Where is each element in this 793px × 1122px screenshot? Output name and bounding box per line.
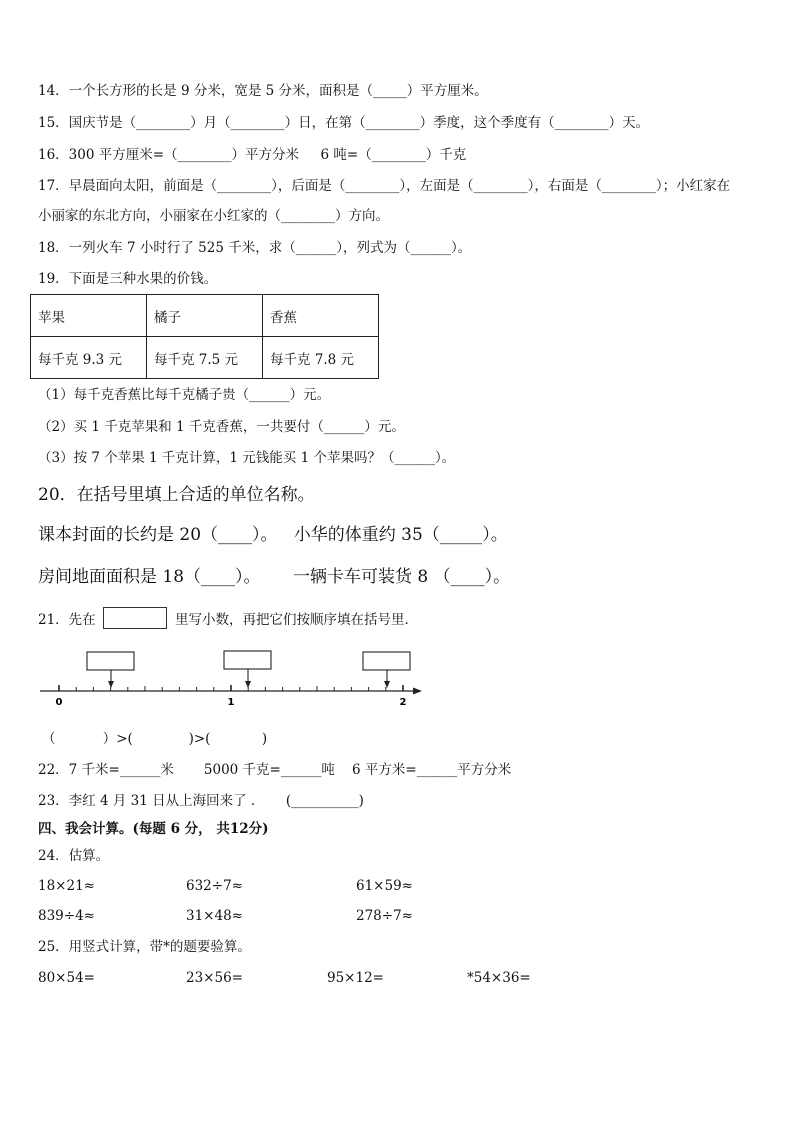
calc-item: 23×56= xyxy=(186,970,243,986)
table-header-cell: 香蕉 xyxy=(263,295,379,337)
number-line-label-1: 1 xyxy=(227,697,235,708)
question-16: 16．300 平方厘米=（________）平方分米 6 吨=（________）千克 xyxy=(38,147,467,163)
question-20-line-2: 房间地面面积是 18（____）。 一辆卡车可装货 8 （____）。 xyxy=(38,567,511,587)
estimate-item: 61×59≈ xyxy=(356,878,413,894)
question-19-sub-3: （3）按 7 个苹果 1 千克计算，1 元钱能买 1 个苹果吗？（______）。 xyxy=(38,450,456,466)
question-14: 14．一个长方形的长是 9 分米，宽是 5 分米，面积是（_____）平方厘米。 xyxy=(38,83,488,99)
estimate-item: 839÷4≈ xyxy=(38,908,95,924)
question-21-prefix: 21．先在 xyxy=(38,612,96,628)
table-row xyxy=(31,337,379,379)
question-20-intro: 20．在括号里填上合适的单位名称。 xyxy=(38,485,315,505)
question-19-intro: 19．下面是三种水果的价钱。 xyxy=(38,271,218,287)
number-line-pointer-2-head xyxy=(245,681,251,688)
number-line-pointer-1-head xyxy=(108,681,114,688)
number-line-box-2[interactable] xyxy=(224,651,271,669)
number-line-box-1[interactable] xyxy=(87,652,134,670)
table-cell: 每千克 9.3 元 xyxy=(31,337,147,379)
question-24-intro: 24．估算。 xyxy=(38,848,110,864)
section-4-heading: 四、我会计算。(每题 6 分， 共12分) xyxy=(38,821,269,837)
number-line-pointer-3-head xyxy=(384,681,390,688)
table-header-cell: 橘子 xyxy=(147,295,263,337)
number-line-label-0: 0 xyxy=(55,697,63,708)
number-line xyxy=(38,645,428,713)
calc-item: *54×36= xyxy=(467,970,531,986)
question-19-sub-1: （1）每千克香蕉比每千克橘子贵（______）元。 xyxy=(38,387,331,403)
number-line-box-3[interactable] xyxy=(363,652,410,670)
calc-item: 95×12= xyxy=(327,970,384,986)
estimate-item: 31×48≈ xyxy=(186,908,243,924)
question-17-line-2: 小丽家的东北方向，小丽家在小红家的（________）方向。 xyxy=(38,208,389,224)
table-cell: 每千克 7.8 元 xyxy=(263,337,379,379)
question-22: 22．7 千米=______米 5000 千克=______吨 6 平方米=______平方分米 xyxy=(38,762,512,778)
answer-box[interactable] xyxy=(103,607,167,629)
estimate-item: 632÷7≈ xyxy=(186,878,243,894)
number-line-label-2: 2 xyxy=(399,697,407,708)
question-17-line-1: 17．早晨面向太阳，前面是（________），后面是（________），左面是（________），右面是（________）；小红家在 xyxy=(38,178,731,194)
table-header-cell: 苹果 xyxy=(31,295,147,337)
estimate-item: 18×21≈ xyxy=(38,878,95,894)
table-cell: 每千克 7.5 元 xyxy=(147,337,263,379)
estimate-item: 278÷7≈ xyxy=(356,908,413,924)
question-21-order: （ ）>( )>( ) xyxy=(42,731,268,747)
fruit-price-table xyxy=(30,294,379,379)
question-18: 18．一列火车 7 小时行了 525 千米，求（______），列式为（______）。 xyxy=(38,240,472,256)
question-23: 23．李红 4 月 31 日从上海回来了 ． (__________) xyxy=(38,793,364,809)
question-21-suffix: 里写小数，再把它们按顺序填在括号里． xyxy=(175,612,418,628)
calc-item: 80×54= xyxy=(38,970,95,986)
question-25-intro: 25．用竖式计算，带*的题要验算。 xyxy=(38,939,251,955)
question-19-sub-2: （2）买 1 千克苹果和 1 千克香蕉，一共要付（______）元。 xyxy=(38,419,405,435)
question-20-line-1: 课本封面的长约是 20（____）。 小华的体重约 35（_____）。 xyxy=(38,525,508,545)
table-row xyxy=(31,295,379,337)
question-15: 15．国庆节是（________）月（________）日，在第（________）季度，这个季度有（________）天。 xyxy=(38,115,650,131)
number-line-arrowhead xyxy=(413,688,422,695)
